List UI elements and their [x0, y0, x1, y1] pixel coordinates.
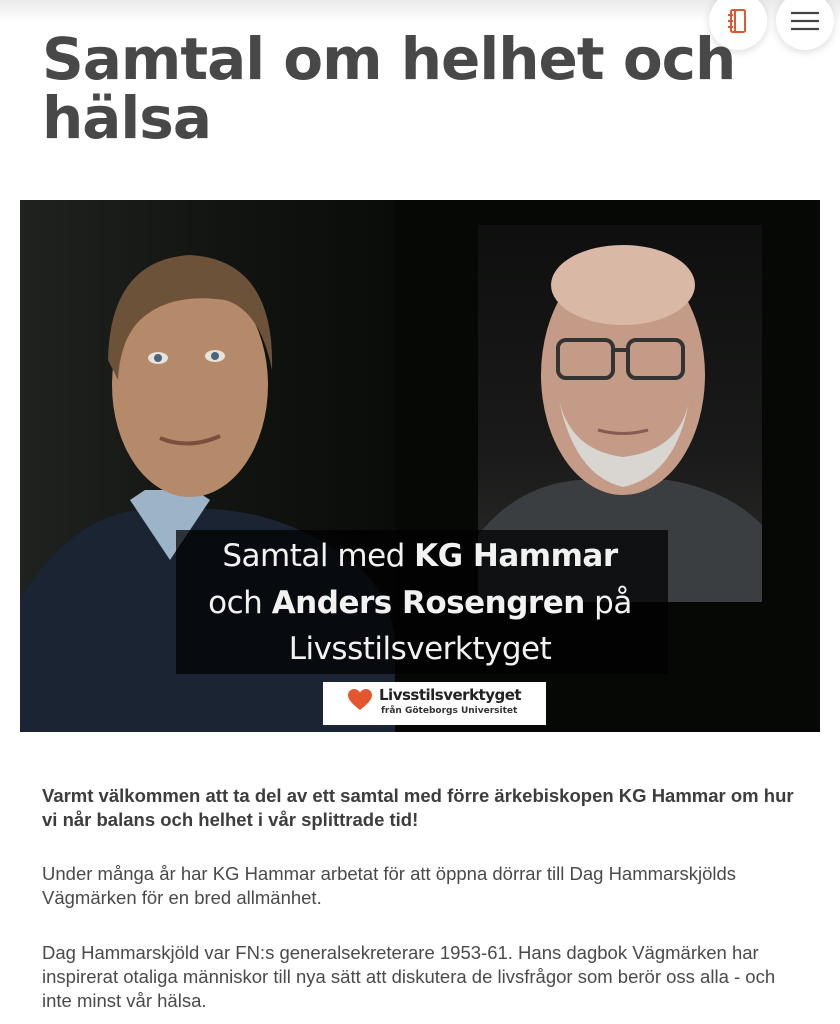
- heart-icon: [347, 688, 373, 712]
- body-paragraph-2: Dag Hammarskjöld var FN:s generalsekreterare 1953-61. Hans dagbok Vägmärken har inspirerat otaliga människor till nya sätt att diskutera de livsfrågor som berör oss alla - och inte minst vår hälsa.: [42, 942, 776, 1011]
- caption-line-1: Samtal med KG Hammar: [222, 538, 618, 574]
- caption-line-3: Livsstilsverktyget: [288, 631, 552, 667]
- intro-paragraph: Varmt välkommen att ta del av ett samtal med förre ärkebiskopen KG Hammar om hur vi når balans och helhet i vår splittrade tid!: [42, 785, 794, 830]
- menu-button[interactable]: [776, 0, 834, 50]
- hamburger-menu-icon: [790, 9, 820, 33]
- livsstilsverktyget-logo: [323, 682, 546, 725]
- hero-image: [20, 200, 820, 732]
- logo-subtitle: från Göteborgs Universitet: [381, 706, 518, 716]
- page-title: Samtal om helhet och hälsa: [42, 25, 736, 152]
- caption-line-2: och Anders Rosengren på: [208, 585, 632, 621]
- logo-name: Livsstilsverktyget: [379, 686, 522, 704]
- body-paragraph-1: Under många år har KG Hammar arbetat för att öppna dörrar till Dag Hammarskjölds Vägmärken för en bred allmänhet.: [42, 863, 737, 908]
